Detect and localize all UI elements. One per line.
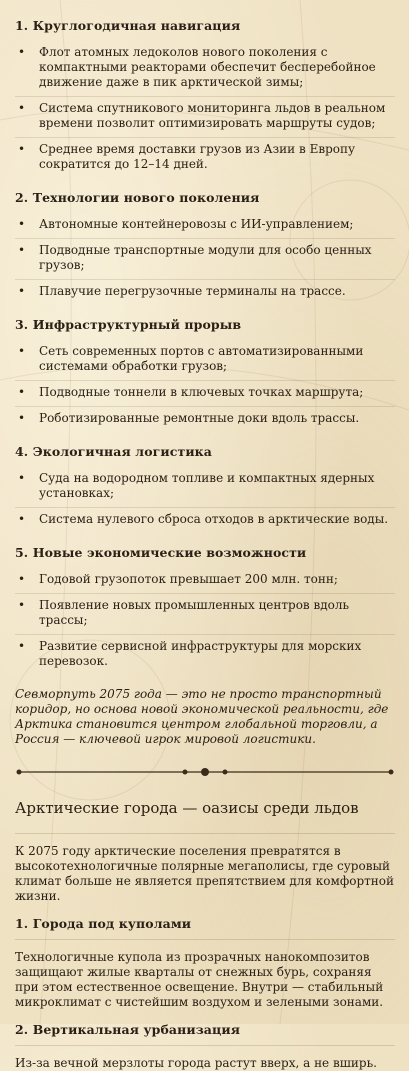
list-item: • Плавучие перегрузочные терминалы на трассе. — [18, 284, 346, 298]
list-item: • Роботизированные ремонтные доки вдоль трассы. — [18, 411, 360, 425]
section-3 — [15, 317, 395, 432]
bullet-icon: • — [18, 471, 26, 485]
section-title: 2. Технологии нового поколения — [15, 190, 260, 205]
section-title: 4. Экологичная логистика — [15, 444, 213, 459]
list-item: • Флот атомных ледоколов нового поколения с компактными реакторами обеспечит бесперебойное движение даже в пик арктической зимы; — [15, 41, 395, 97]
section-5 — [15, 545, 395, 675]
subsection-title: 1. Города под куполами — [15, 916, 192, 931]
list-item: • Суда на водородном топливе и компактных ядерных установках; — [15, 467, 395, 508]
section-4 — [15, 444, 395, 533]
subsection-text: Технологичные купола из прозрачных нанокомпозитов защищают жилые кварталы от снежных бурь, сохраняя при этом естественное освещение. Внутри — стабильный микроклимат с чистейшим воздухом и зелеными зонами. — [15, 950, 384, 1009]
subsection-title: 2. Вертикальная урбанизация — [15, 1022, 241, 1037]
divider-ornament-icon — [15, 765, 395, 779]
bullet-icon: • — [18, 45, 26, 59]
list-item: • Развитие сервисной инфраструктуры для морских перевозок. — [18, 639, 362, 668]
separator — [15, 939, 395, 940]
bullet-list — [15, 467, 395, 533]
bullet-icon: • — [18, 217, 26, 231]
separator — [15, 1045, 395, 1046]
list-item: • Появление новых промышленных центров вдоль трассы; — [15, 594, 395, 635]
summary-paragraph: Севморпуть 2075 года — это не просто транспортный коридор, но основа новой экономической реальности, где Арктика становится центром глобальной торговли, а Россия — ключевой игрок мировой логистики. — [15, 687, 389, 746]
list-item: • Сеть современных портов с автоматизированными системами обработки грузов; — [15, 340, 395, 381]
bullet-icon: • — [18, 243, 26, 257]
bullet-icon: • — [18, 101, 26, 115]
list-item: • Годовой грузопоток превышает 200 млн. тонн; — [15, 568, 395, 594]
article-intro: К 2075 году арктические поселения превратятся в высокотехнологичные полярные мегаполисы, где суровый климат больше не является препятствием для комфортной жизни. — [15, 844, 394, 903]
bullet-list — [15, 41, 395, 178]
section-1 — [15, 18, 395, 178]
bullet-icon: • — [18, 572, 26, 586]
section-title: 5. Новые экономические возможности — [15, 545, 307, 560]
section-2 — [15, 190, 395, 305]
bullet-icon: • — [18, 142, 26, 156]
article-title: Арктические города — оазисы среди льдов — [15, 799, 359, 817]
bullet-icon: • — [18, 385, 26, 399]
list-item: • Система спутникового мониторинга льдов в реальном времени позволит оптимизировать маршруты судов; — [15, 97, 395, 138]
section-title: 3. Инфраструктурный прорыв — [15, 317, 242, 332]
bullet-icon: • — [18, 598, 26, 612]
subsection-text: Из-за вечной мерзлоты города растут вверх, а не вширь. — [15, 1056, 377, 1070]
bullet-icon: • — [18, 344, 26, 358]
bullet-icon: • — [18, 512, 26, 526]
bullet-list — [15, 213, 395, 305]
separator — [15, 833, 395, 834]
list-item: • Система нулевого сброса отходов в арктические воды. — [18, 512, 389, 526]
bullet-icon: • — [18, 639, 26, 653]
bullet-icon: • — [18, 411, 26, 425]
ornamental-divider — [15, 765, 395, 779]
list-item: • Подводные транспортные модули для особо ценных грузов; — [15, 239, 395, 280]
bullet-icon: • — [18, 284, 26, 298]
list-item: • Среднее время доставки грузов из Азии в Европу сократится до 12–14 дней. — [18, 142, 356, 171]
section-title: 1. Круглогодичная навигация — [15, 18, 241, 33]
list-item: • Автономные контейнеровозы с ИИ-управлением; — [15, 213, 395, 239]
bullet-list — [15, 568, 395, 675]
list-item: • Подводные тоннели в ключевых точках маршрута; — [15, 381, 395, 407]
bullet-list — [15, 340, 395, 432]
